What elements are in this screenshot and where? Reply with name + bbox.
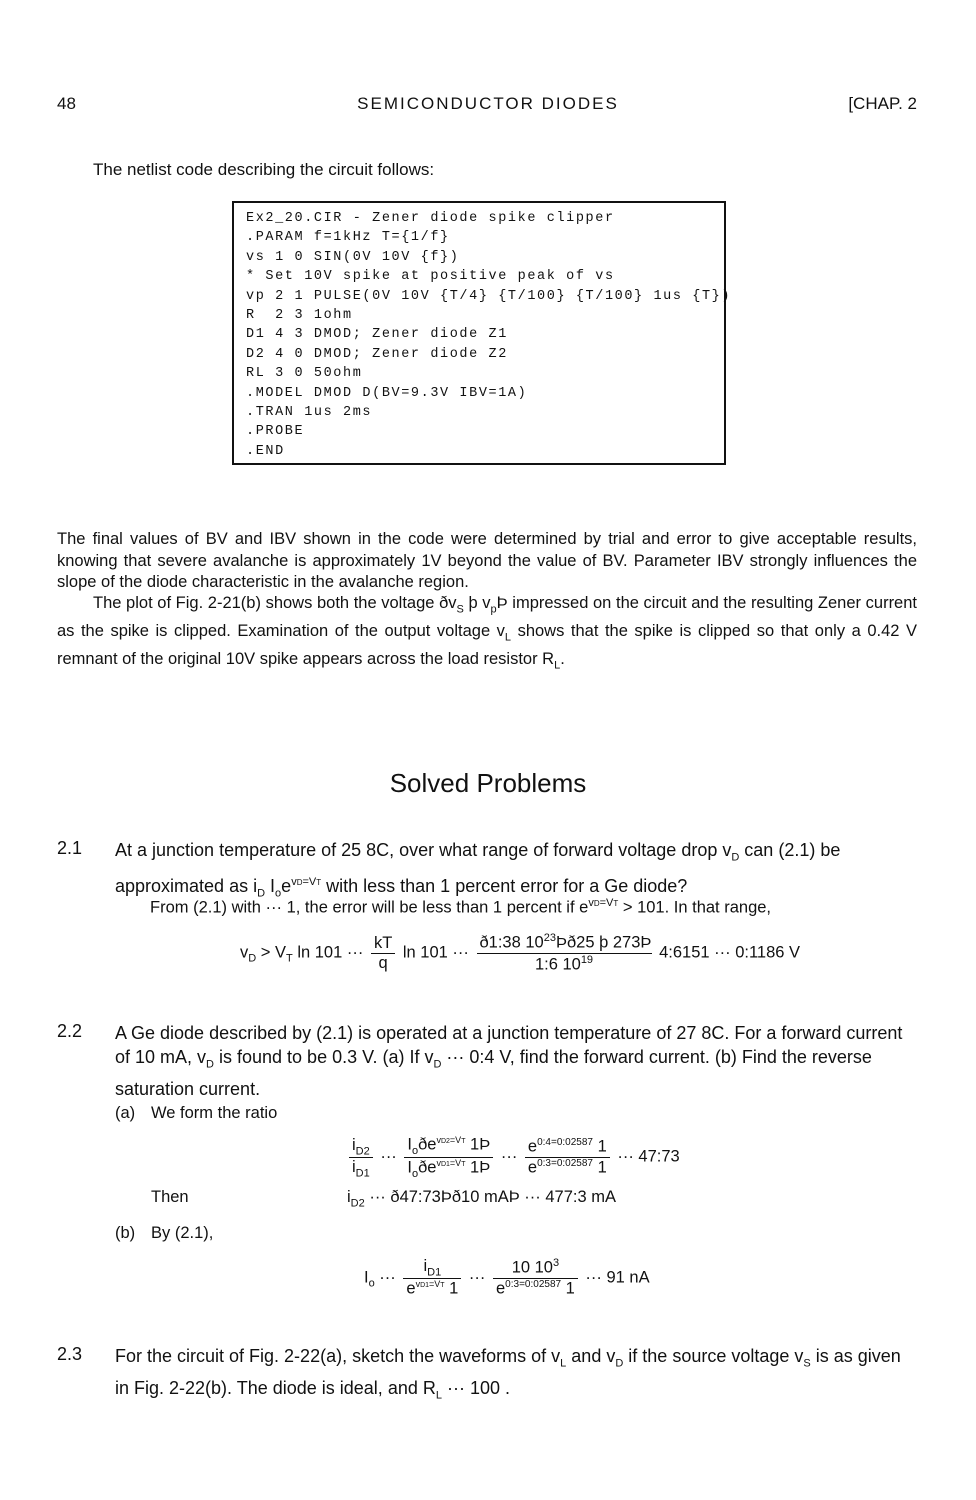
netlist-line: RL 3 0 50ohm [246, 366, 363, 382]
part-a-text: We form the ratio [151, 1104, 278, 1122]
problem-2-1-text: At a junction temperature of 25 8C, over what range of forward voltage drop $v_D$ can (2.1) be approximated as $i_D$ $I_oe^{vD=VT}$ with less than 1 percent error for a Ge diode? [115, 840, 841, 900]
part-a-label: (a) [115, 1104, 136, 1122]
io-equation: $I_o$ ··· $\frac{i_{D1}}{e^{vD1=VT} 1}$ ··· $\frac{10 10^3}{e^{0:3=0:02587} 1}$ ··· 91 nA [364, 1257, 650, 1298]
chapter-label: [CHAP. 2 [848, 94, 917, 113]
problem-number: 2.2 [57, 1021, 83, 1041]
ratio-equation: $\frac{i_{D2}}{i_{D1}}$ ··· $\frac{I_oðe^{vD2=VT} 1Þ}{I_oðe^{vD1=VT} 1Þ}$ ··· $\frac{e^{0:4=0:02587} 1}{e^{0:3=0:02587} 1}$ ··· 47:73 [346, 1135, 680, 1180]
netlist-line: vs 1 0 SIN(0V 10V {f}) [246, 249, 460, 265]
netlist-line: * Set 10V spike at positive peak of vs [246, 269, 615, 285]
part-b-text: By (2.1), [151, 1224, 214, 1242]
netlist-line: .MODEL DMOD D(BV=9.3V IBV=1A) [246, 385, 528, 401]
problem-2-2-text: A Ge diode described by (2.1) is operated at a junction temperature of 27 8C. For a forward current of 10 mA, $v_D$ is found to be 0.3 V. (a) If $v_D$ ··· 0:4 V, find the forward current. (b) Find the reverse saturation current. [115, 1023, 903, 1099]
intro-text: The netlist code describing the circuit follows: [93, 160, 435, 179]
running-title: SEMICONDUCTOR DIODES [357, 94, 619, 113]
paragraph-bv-ibv: The final values of BV and IBV shown in the code were determined by trial and error to give acceptable results, knowing that severe avalanche is approximately 1V beyond the value of BV. Parameter IBV strongly influences the slope of the diode characteristic in the avalanche region. [57, 530, 917, 591]
problem-number: 2.3 [57, 1344, 83, 1364]
netlist-line: .END [246, 443, 285, 459]
netlist-line: vp 2 1 PULSE(0V 10V {T/4} {T/100} {T/100} 1us {T}) [246, 288, 732, 304]
netlist-line: D2 4 0 DMOD; Zener diode Z2 [246, 346, 508, 362]
netlist-code-box [232, 201, 732, 465]
problem-2-1-equation: $v_D > V_T$ ln 101 ··· $\frac{kT}{q}$ ln 101 ··· $\frac{ð1:38 10^{23}Þð25 þ 273Þ}{1:6 10^{19}}$ 4:6151 ··· 0:1186 V [240, 932, 801, 973]
netlist-line: R 2 3 1ohm [246, 308, 353, 324]
problem-2-3-text: For the circuit of Fig. 2-22(a), sketch the waveforms of $v_L$ and $v_D$ if the source voltage $v_S$ is as given in Fig. 2-22(b). The diode is ideal, and $R_L$ ··· 100 . [115, 1346, 901, 1402]
then-equation: $i_{D2}$ ··· ð47:73Þð10 mAÞ ··· 477:3 mA [347, 1188, 617, 1210]
netlist-line: Ex2_20.CIR - Zener diode spike clipper [246, 211, 615, 226]
part-b-label: (b) [115, 1224, 136, 1242]
page-number: 48 [57, 94, 76, 113]
netlist-line: .TRAN 1us 2ms [246, 405, 373, 421]
then-label: Then [151, 1188, 189, 1206]
netlist-line: .PROBE [246, 424, 305, 440]
problem-2-1-solution-text: From (2.1) with ··· 1, the error will be less than 1 percent if $e^{vD=VT} > 101$. In that range, [150, 897, 772, 917]
problem-number: 2.1 [57, 838, 83, 858]
section-title: Solved Problems [389, 768, 587, 798]
netlist-line: .PARAM f=1kHz T={1/f} [246, 230, 450, 246]
netlist-line: D1 4 3 DMOD; Zener diode Z1 [246, 327, 508, 343]
paragraph-plot: The plot of Fig. 2-21(b) shows both the voltage $ðv_S$ þ $v_pÞ$ impressed on the circuit and the resulting Zener current as the spike is clipped. Examination of the output voltage $v_L$ shows that the spike is clipped so that only a 0.42 V remnant of the original 10V spike appears across the load resistor $R_L$. [57, 594, 917, 671]
